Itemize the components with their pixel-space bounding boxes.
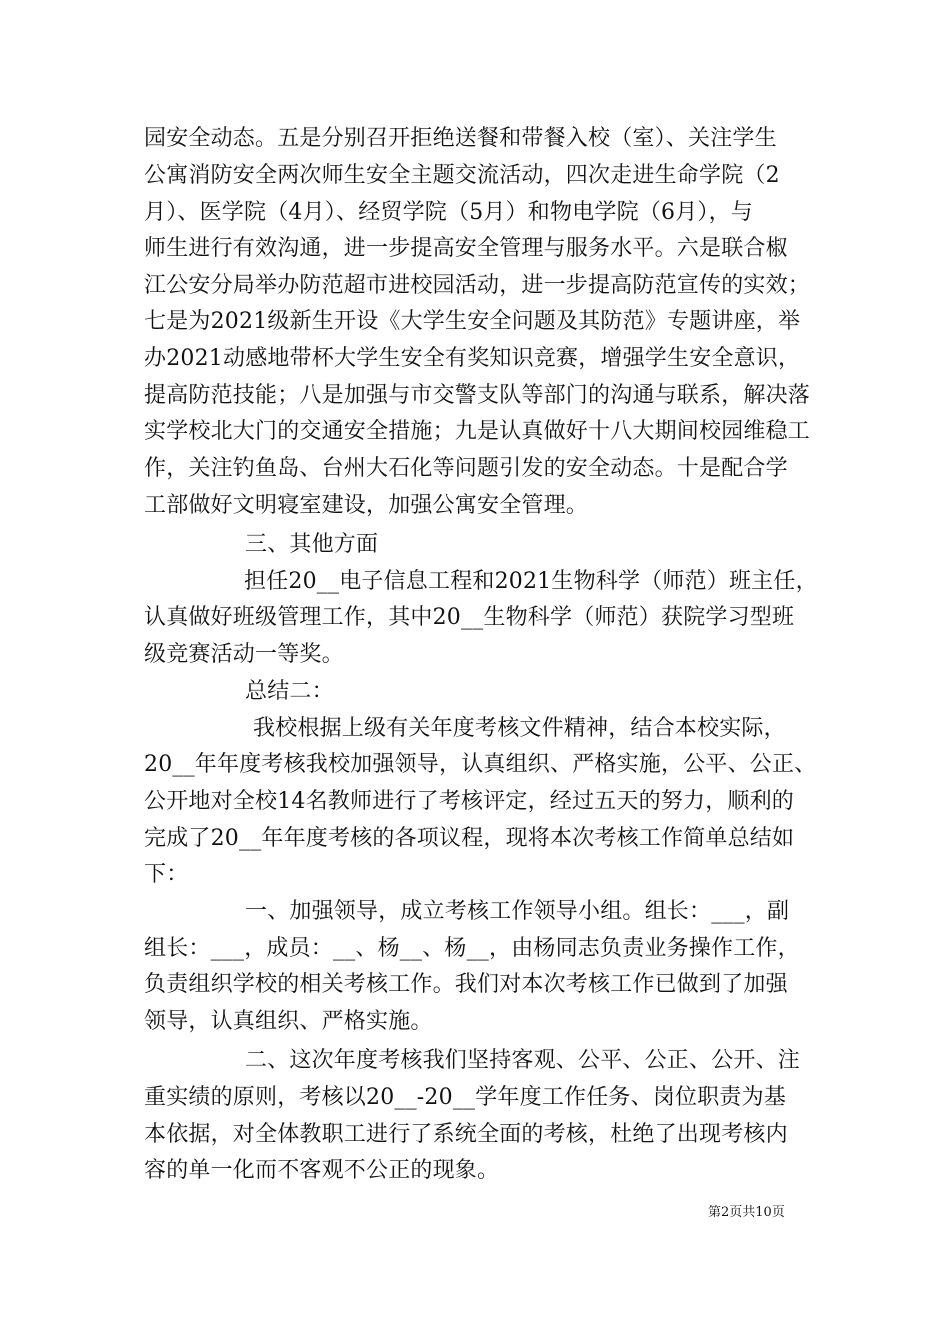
text-line: 公开地对全校14名教师进行了考核评定，经过五天的努力，顺利的: [144, 789, 794, 814]
text-line: 公寓消防安全两次师生安全主题交流活动，四次走进生命学院（2: [144, 163, 780, 188]
text-line: 月）、医学院（4月）、经贸学院（5月）和物电学院（6月），与: [144, 200, 753, 225]
text-line: 园安全动态。五是分别召开拒绝送餐和带餐入校（室）、关注学生: [144, 126, 777, 151]
text-line: 七是为2021级新生开设《大学生安全问题及其防范》专题讲座，举: [144, 309, 801, 334]
text-line: 下：: [144, 862, 189, 887]
text-line: 20__年年度考核我校加强领导，认真组织、严格实施，公平、公正、: [144, 752, 817, 777]
text-line: 江公安分局举办防范超市进校园活动，进一步提高防范宣传的实效；: [144, 273, 811, 298]
text-line: 领导，认真组织、严格实施。: [144, 1009, 433, 1034]
text-line: 完成了20__年年度考核的各项议程，现将本次考核工作简单总结如: [144, 826, 795, 851]
text-line: 重实绩的原则，考核以20__-20__学年度工作任务、岗位职责为基: [144, 1085, 787, 1110]
text-line: 实学校北大门的交通安全措施；九是认真做好十八大期间校园维稳工: [144, 419, 811, 444]
text-line: 组长：___，成员：__、杨__、杨__，由杨同志负责业务操作工作，: [144, 936, 800, 961]
text-line: 本依据，对全体教职工进行了系统全面的考核，杜绝了出现考核内: [144, 1122, 788, 1147]
text-line: 级竞赛活动一等奖。: [144, 642, 344, 667]
page-number: 第2页共10页: [708, 1205, 785, 1220]
text-line: 我校根据上级有关年度考核文件精神，结合本校实际，: [253, 716, 786, 741]
text-line: 负责组织学校的相关考核工作。我们对本次考核工作已做到了加强: [144, 972, 788, 997]
text-line: 师生进行有效沟通，进一步提高安全管理与服务水平。六是联合椒: [144, 236, 788, 261]
text-line: 容的单一化而不客观不公正的现象。: [144, 1158, 500, 1183]
text-line: 担任20__电子信息工程和2021生物科学（师范）班主任，: [244, 569, 818, 594]
text-line: 工部做好文明寝室建设，加强公寓安全管理。: [144, 493, 589, 518]
section-heading: 总结二：: [245, 679, 334, 704]
text-line: 二、这次年度考核我们坚持客观、公平、公正、公开、注: [245, 1048, 801, 1073]
text-line: 一、加强领导，成立考核工作领导小组。组长：___，副: [245, 899, 790, 924]
text-line: 认真做好班级管理工作，其中20__生物科学（师范）获院学习型班: [144, 605, 795, 630]
text-line: 作，关注钓鱼岛、台州大石化等问题引发的安全动态。十是配合学: [144, 456, 788, 481]
section-heading: 三、其他方面: [245, 532, 379, 557]
text-line: 办2021动感地带杯大学生安全有奖知识竞赛，增强学生安全意识，: [144, 346, 801, 371]
text-line: 提高防范技能；八是加强与市交警支队等部门的沟通与联系，解决落: [144, 383, 811, 408]
